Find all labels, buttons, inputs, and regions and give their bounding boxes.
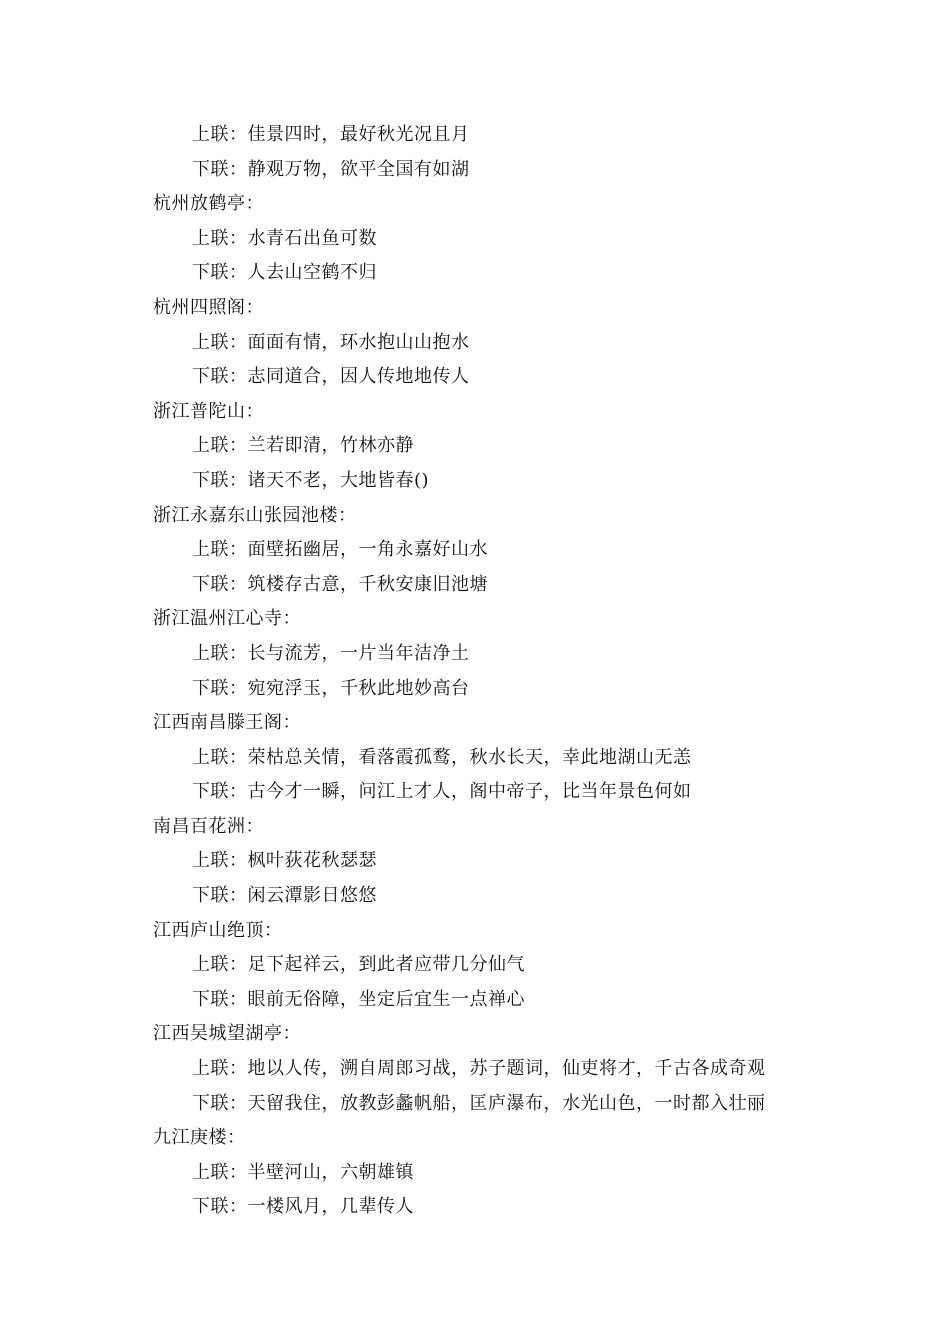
- location-heading: 浙江普陀山：: [153, 400, 264, 422]
- couplet-line: 上联：荣枯总关情，看落霞孤鹜，秋水长天，幸此地湖山无恙: [192, 746, 692, 768]
- couplet-line: 上联：面壁拓幽居，一角永嘉好山水: [192, 539, 488, 561]
- location-heading: 杭州四照阁：: [153, 296, 264, 318]
- couplet-line: 下联：天留我住，放教彭蠡帆船，匡庐瀑布，水光山色，一时都入壮丽: [192, 1092, 766, 1114]
- couplet-line: 下联：静观万物，欲平全国有如湖: [192, 158, 470, 180]
- couplet-line: 下联：闲云潭影日悠悠: [192, 885, 377, 907]
- location-heading: 江西南昌滕王阁：: [153, 712, 301, 734]
- location-heading: 南昌百花洲：: [153, 815, 264, 837]
- location-heading: 杭州放鹤亭：: [153, 193, 264, 215]
- couplet-line: 上联：长与流芳，一片当年洁净土: [192, 642, 470, 664]
- couplet-line: 上联：枫叶荻花秋瑟瑟: [192, 850, 377, 872]
- couplet-line: 下联：一楼风月，几辈传人: [192, 1196, 414, 1218]
- couplet-line: 下联：古今才一瞬，问江上才人，阁中帝子，比当年景色何如: [192, 781, 692, 803]
- couplet-line: 上联：半壁河山，六朝雄镇: [192, 1161, 414, 1183]
- couplet-line: 下联：眼前无俗障，坐定后宜生一点禅心: [192, 988, 525, 1010]
- location-heading: 浙江永嘉东山张园池楼：: [153, 504, 357, 526]
- location-heading: 江西庐山绝顶：: [153, 919, 283, 941]
- couplet-line: 上联：兰若即清，竹林亦静: [192, 435, 414, 457]
- couplet-line: 上联：水青石出鱼可数: [192, 227, 377, 249]
- couplet-line: 上联：佳景四时，最好秋光况且月: [192, 124, 470, 145]
- couplet-line: 上联：足下起祥云，到此者应带几分仙气: [192, 954, 525, 976]
- location-heading: 浙江温州江心寺：: [153, 608, 301, 630]
- couplet-line: 下联：志同道合，因人传地地传人: [192, 366, 470, 388]
- location-heading: 九江庚楼：: [153, 1127, 246, 1149]
- couplet-line: 上联：面面有情，环水抱山山抱水: [192, 331, 470, 353]
- couplet-line: 下联：筑楼存古意，千秋安康旧池塘: [192, 573, 488, 595]
- document-page: [0, 118, 950, 1225]
- location-heading: 江西吴城望湖亭：: [153, 1023, 301, 1045]
- couplet-line: 上联：地以人传，溯自周郎习战，苏子题词，仙吏将才，千古各成奇观: [192, 1058, 766, 1080]
- couplet-line: 下联：诸天不老，大地皆春(): [192, 469, 430, 491]
- couplet-line: 下联：人去山空鹤不归: [192, 262, 377, 284]
- couplet-line: 下联：宛宛浮玉，千秋此地妙高台: [192, 677, 470, 699]
